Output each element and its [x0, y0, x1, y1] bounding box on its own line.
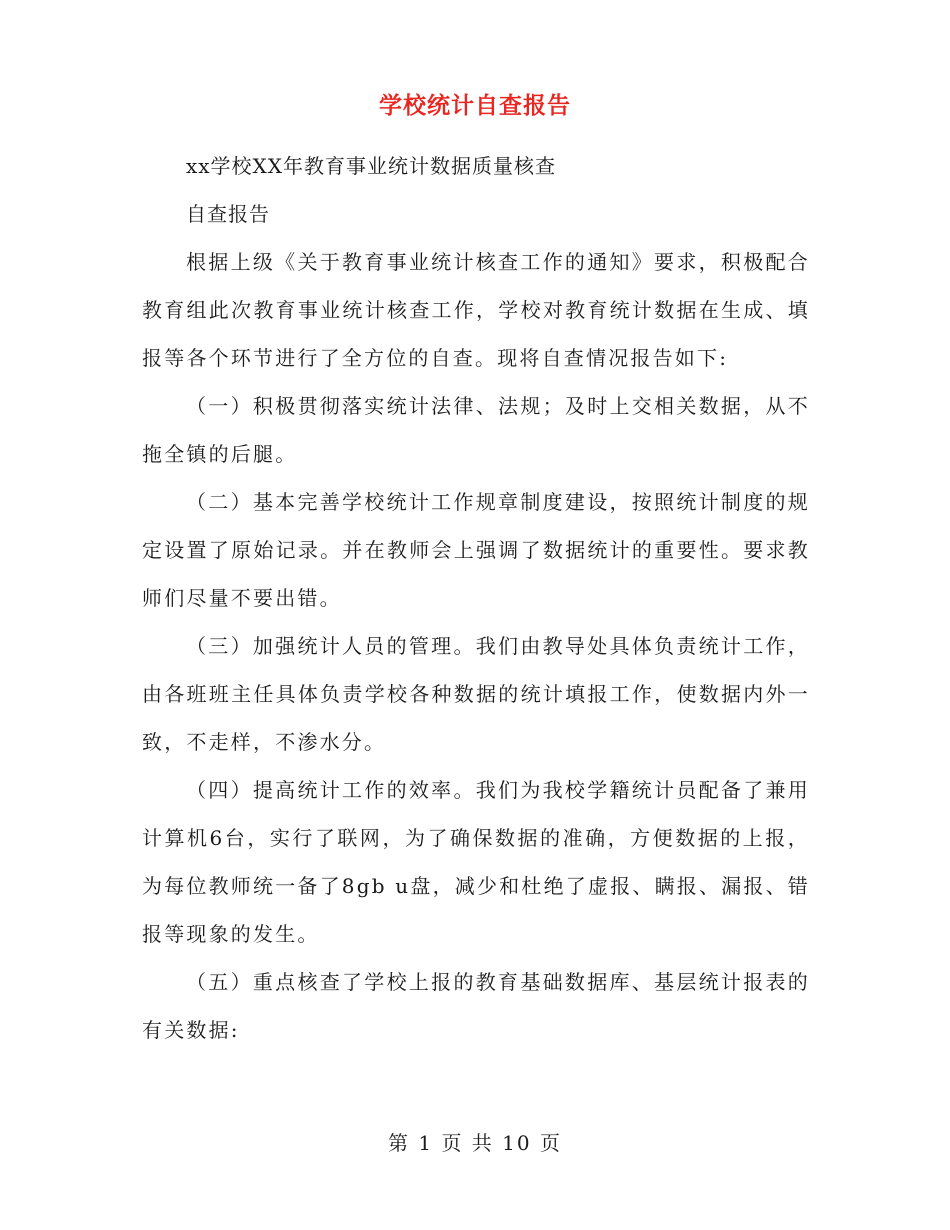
item-paragraph-2: （二）基本完善学校统计工作规章制度建设，按照统计制度的规定设置了原始记录。并在教师会上强调了数据统计的重要性。要求教师们尽量不要出错。	[142, 490, 810, 610]
item-paragraph-3: （三）加强统计人员的管理。我们由教导处具体负责统计工作，由各班班主任具体负责学校各种数据的统计填报工作，使数据内外一致，不走样，不渗水分。	[142, 634, 810, 754]
subtitle-line-1: xx学校XX年教育事业统计数据质量核查	[186, 154, 557, 178]
item-paragraph-1: （一）积极贯彻落实统计法律、法规；及时上交相关数据，从不拖全镇的后腿。	[142, 394, 810, 466]
document-title: 学校统计自查报告	[379, 93, 571, 119]
intro-paragraph: 根据上级《关于教育事业统计核查工作的通知》要求，积极配合教育组此次教育事业统计核查工作，学校对教育统计数据在生成、填报等各个环节进行了全方位的自查。现将自查情况报告如下:	[142, 250, 810, 370]
item-paragraph-5: （五）重点核查了学校上报的教育基础数据库、基层统计报表的有关数据:	[142, 970, 810, 1042]
item-paragraph-4: （四）提高统计工作的效率。我们为我校学籍统计员配备了兼用计算机6台，实行了联网，为了确保数据的准确，方便数据的上报，为每位教师统一备了8gb u盘，减少和杜绝了虚报、瞒报、漏报、错报等现象的发生。	[142, 778, 810, 946]
document-body	[142, 142, 810, 1054]
page-number-footer: 第 1 页 共 10 页	[388, 1131, 562, 1155]
subtitle-line-2: 自查报告	[186, 202, 270, 226]
